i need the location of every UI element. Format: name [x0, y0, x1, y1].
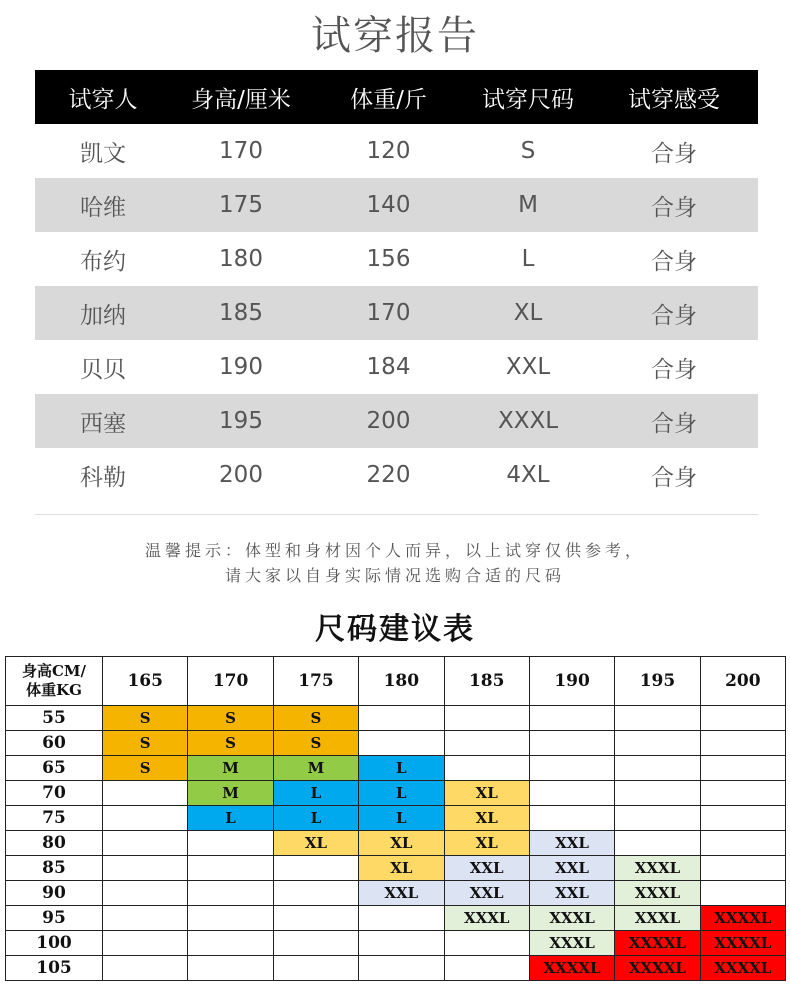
size-row	[6, 706, 786, 731]
size-cell: S	[103, 706, 188, 731]
empty-cell	[700, 756, 785, 781]
header-size: 试穿尺码	[466, 70, 590, 124]
height-column-header: 170	[188, 657, 273, 706]
empty-cell	[359, 706, 444, 731]
report-header-row	[35, 70, 758, 124]
height-value: 180	[219, 246, 263, 272]
empty-cell	[103, 931, 188, 956]
empty-cell	[103, 956, 188, 981]
size-cell: M	[273, 756, 358, 781]
empty-cell	[273, 931, 358, 956]
size-cell: L	[273, 806, 358, 831]
height-value: 185	[171, 286, 311, 340]
empty-cell	[188, 906, 273, 931]
size-cell: XXXL	[615, 856, 700, 881]
empty-cell	[103, 906, 188, 931]
size-cell: XXXXL	[700, 956, 785, 981]
size-row	[6, 956, 786, 981]
empty-cell	[444, 756, 529, 781]
feeling-value: 合身	[651, 248, 697, 275]
empty-cell	[188, 931, 273, 956]
empty-cell	[529, 806, 614, 831]
empty-cell	[615, 706, 700, 731]
empty-cell	[444, 706, 529, 731]
empty-cell	[529, 706, 614, 731]
size-cell: XXL	[529, 856, 614, 881]
weight-value: 220	[366, 462, 411, 488]
corner-height-label: 身高CM/	[21, 662, 87, 680]
corner-cell	[6, 657, 103, 706]
weight-value: 200	[311, 394, 466, 448]
empty-cell	[188, 856, 273, 881]
size-cell: S	[188, 731, 273, 756]
empty-cell	[700, 881, 785, 906]
header-height: 身高/厘米	[171, 70, 311, 124]
empty-cell	[529, 756, 614, 781]
size-cell: XXL	[529, 831, 614, 856]
weight-row-label: 75	[6, 806, 103, 831]
empty-cell	[615, 806, 700, 831]
size-cell: XL	[359, 856, 444, 881]
size-value: XXXL	[466, 394, 590, 448]
size-row	[6, 781, 786, 806]
empty-cell	[359, 906, 444, 931]
height-value: 200	[219, 462, 263, 488]
size-cell: S	[273, 706, 358, 731]
size-row	[6, 931, 786, 956]
feeling-value: 合身	[651, 464, 697, 491]
empty-cell	[273, 906, 358, 931]
size-body	[6, 706, 786, 981]
size-cell: L	[188, 806, 273, 831]
size-cell: XXXXL	[615, 931, 700, 956]
size-cell: XXL	[444, 881, 529, 906]
height-column-header: 185	[444, 657, 529, 706]
header-weight: 体重/斤	[311, 70, 466, 124]
weight-value: 156	[366, 246, 411, 272]
size-chart-title: 尺码建议表	[315, 612, 475, 647]
empty-cell	[444, 731, 529, 756]
size-cell: XXXXL	[529, 956, 614, 981]
header-feeling: 试穿感受	[590, 70, 758, 124]
size-cell: S	[103, 756, 188, 781]
weight-row-label: 105	[6, 956, 103, 981]
height-value: 190	[219, 354, 263, 380]
empty-cell	[700, 781, 785, 806]
size-value: XL	[466, 286, 590, 340]
height-value: 170	[219, 138, 263, 164]
tester-name: 加纳	[35, 286, 171, 340]
height-column-header: 175	[273, 657, 358, 706]
height-column-header: 190	[529, 657, 614, 706]
empty-cell	[700, 731, 785, 756]
empty-cell	[615, 831, 700, 856]
report-row	[35, 340, 758, 394]
height-column-header: 180	[359, 657, 444, 706]
weight-row-label: 80	[6, 831, 103, 856]
size-cell: XXL	[529, 881, 614, 906]
empty-cell	[529, 781, 614, 806]
empty-cell	[444, 956, 529, 981]
feeling-value: 合身	[651, 140, 697, 167]
size-cell: L	[273, 781, 358, 806]
size-cell: XXXXL	[700, 906, 785, 931]
empty-cell	[529, 731, 614, 756]
corner-weight-label: 体重KG	[26, 681, 82, 699]
empty-cell	[359, 956, 444, 981]
fitting-report-table	[35, 70, 758, 502]
empty-cell	[273, 881, 358, 906]
size-cell: XL	[359, 831, 444, 856]
size-value: L	[521, 246, 535, 272]
feeling-value: 合身	[651, 356, 697, 383]
empty-cell	[700, 706, 785, 731]
empty-cell	[273, 856, 358, 881]
height-value: 195	[171, 394, 311, 448]
size-cell: XXXL	[615, 881, 700, 906]
feeling-value: 合身	[590, 178, 758, 232]
size-cell: M	[188, 756, 273, 781]
empty-cell	[359, 731, 444, 756]
size-cell: XXXL	[529, 931, 614, 956]
size-cell: M	[188, 781, 273, 806]
weight-row-label: 100	[6, 931, 103, 956]
tester-name: 贝贝	[80, 356, 126, 383]
empty-cell	[615, 731, 700, 756]
size-cell: XXXL	[615, 906, 700, 931]
weight-row-label: 70	[6, 781, 103, 806]
page-title: 试穿报告	[311, 13, 479, 59]
weight-row-label: 85	[6, 856, 103, 881]
size-cell: L	[359, 781, 444, 806]
weight-value: 184	[366, 354, 411, 380]
empty-cell	[700, 831, 785, 856]
report-row	[35, 286, 758, 340]
report-row	[35, 394, 758, 448]
report-row	[35, 124, 758, 178]
feeling-value: 合身	[590, 286, 758, 340]
size-row	[6, 831, 786, 856]
height-column-header: 200	[700, 657, 785, 706]
divider	[35, 514, 758, 515]
size-cell: XXXXL	[615, 956, 700, 981]
empty-cell	[273, 956, 358, 981]
report-row	[35, 178, 758, 232]
size-cell: XL	[273, 831, 358, 856]
weight-value: 140	[311, 178, 466, 232]
report-row	[35, 448, 758, 502]
tester-name: 布约	[80, 248, 126, 275]
size-value: 4XL	[506, 462, 550, 488]
tip-line-2: 请大家以自身实际情况选购合适的尺码	[224, 566, 565, 585]
size-cell: L	[359, 756, 444, 781]
empty-cell	[359, 931, 444, 956]
weight-row-label: 60	[6, 731, 103, 756]
size-cell: XXL	[444, 856, 529, 881]
height-column-header: 195	[615, 657, 700, 706]
height-value: 175	[171, 178, 311, 232]
size-cell: S	[273, 731, 358, 756]
header-tester: 试穿人	[35, 70, 171, 124]
tester-name: 哈维	[35, 178, 171, 232]
empty-cell	[103, 781, 188, 806]
empty-cell	[103, 881, 188, 906]
empty-cell	[103, 856, 188, 881]
tester-name: 科勒	[80, 464, 126, 491]
size-cell: XXXL	[529, 906, 614, 931]
empty-cell	[615, 756, 700, 781]
size-row	[6, 881, 786, 906]
tip-line-1: 温馨提示：体型和身材因个人而异，以上试穿仅供参考，	[144, 541, 645, 560]
size-row	[6, 756, 786, 781]
empty-cell	[700, 856, 785, 881]
empty-cell	[103, 831, 188, 856]
size-row	[6, 806, 786, 831]
size-cell: XL	[444, 806, 529, 831]
size-value: XXL	[505, 354, 551, 380]
size-cell: S	[188, 706, 273, 731]
weight-row-label: 90	[6, 881, 103, 906]
weight-value: 170	[311, 286, 466, 340]
weight-value: 120	[366, 138, 411, 164]
size-value: M	[466, 178, 590, 232]
empty-cell	[700, 806, 785, 831]
report-row	[35, 232, 758, 286]
size-cell: XL	[444, 781, 529, 806]
empty-cell	[188, 956, 273, 981]
empty-cell	[188, 831, 273, 856]
empty-cell	[444, 931, 529, 956]
feeling-value: 合身	[590, 394, 758, 448]
weight-row-label: 95	[6, 906, 103, 931]
empty-cell	[103, 806, 188, 831]
size-cell: L	[359, 806, 444, 831]
tester-name: 凯文	[80, 140, 126, 167]
weight-row-label: 65	[6, 756, 103, 781]
report-body	[35, 124, 758, 502]
size-value: S	[520, 138, 536, 164]
size-cell: XXL	[359, 881, 444, 906]
size-recommendation-table	[5, 656, 786, 981]
size-cell: XXXXL	[700, 931, 785, 956]
height-column-header: 165	[103, 657, 188, 706]
tester-name: 西塞	[35, 394, 171, 448]
size-cell: S	[103, 731, 188, 756]
size-row	[6, 906, 786, 931]
size-row	[6, 856, 786, 881]
empty-cell	[615, 781, 700, 806]
size-header-row	[6, 657, 786, 706]
empty-cell	[188, 881, 273, 906]
weight-row-label: 55	[6, 706, 103, 731]
size-row	[6, 731, 786, 756]
size-cell: XL	[444, 831, 529, 856]
size-cell: XXXL	[444, 906, 529, 931]
